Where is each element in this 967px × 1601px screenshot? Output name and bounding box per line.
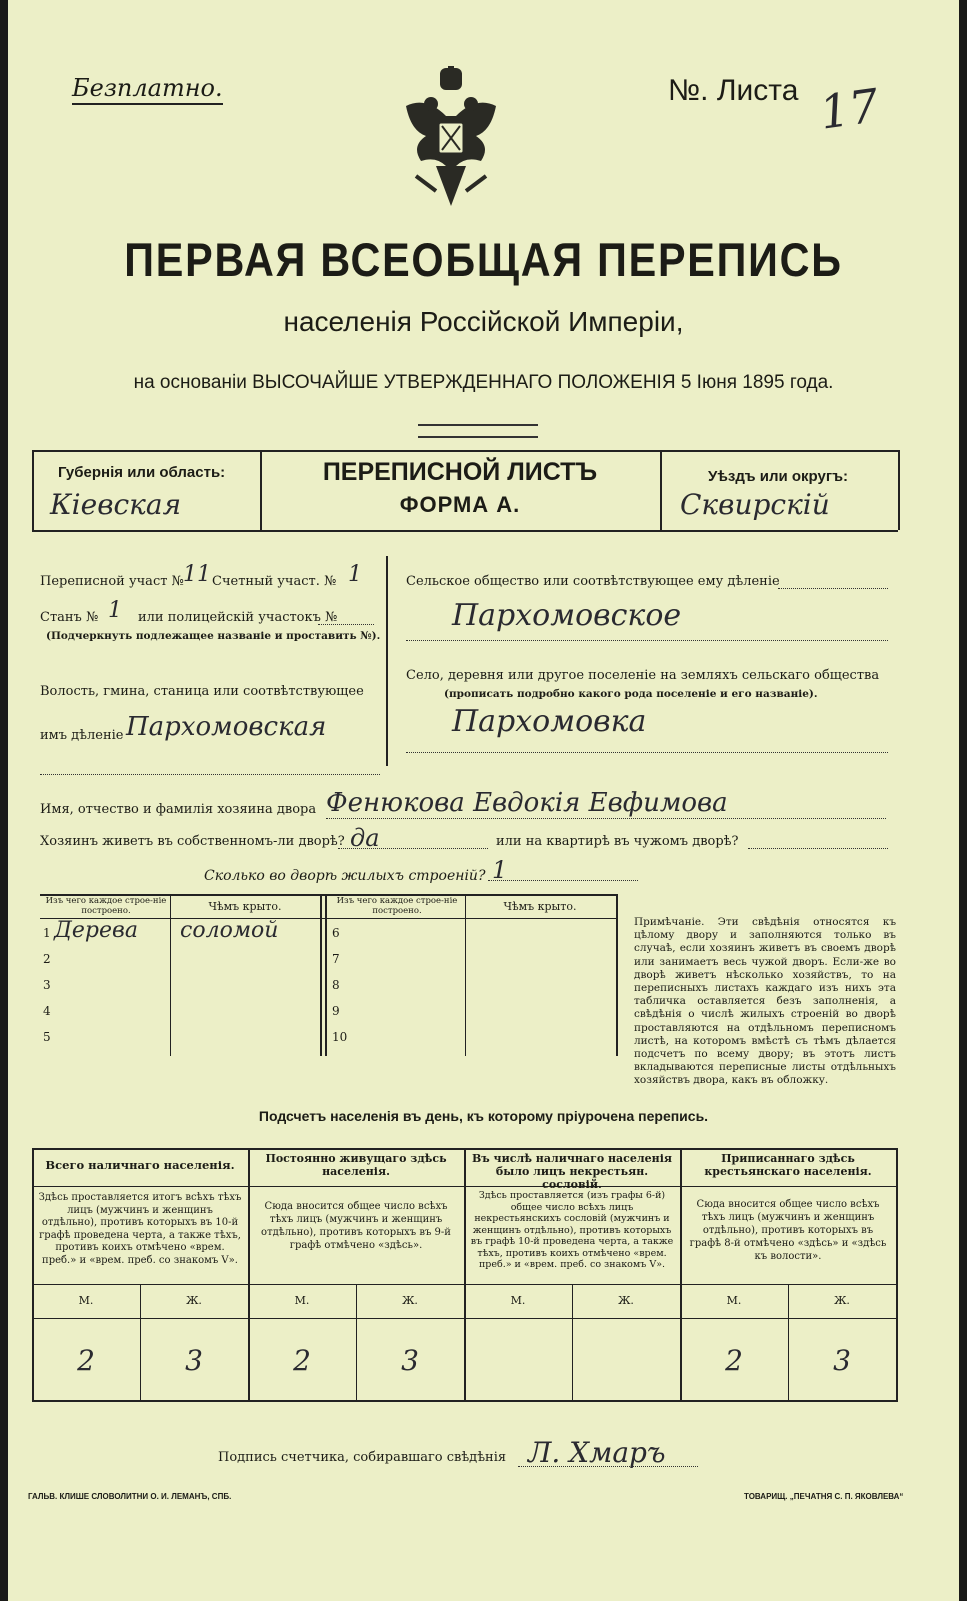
pop-col-4-desc: Сюда вносится общее число всѣхъ тѣхъ лицъ (мужчинъ и женщинъ отдѣльно), противъ которыхъ въ графѣ 8-й отмѣчено «здѣсь» и «здѣсь къ волости». [689,1199,887,1262]
province-label: Губернія или область: [58,464,226,481]
sheet-number-value: 17 [816,78,883,140]
row-number: 3 [43,978,51,992]
row-number: 4 [43,1004,51,1018]
double-headed-eagle-emblem [396,66,506,216]
pop-col-2-head: Постоянно живущаго здѣсь населенія. [265,1152,447,1178]
volost-value: Пархомовская [126,712,327,742]
col-material-header-2: Изъ чего каждое строе-ніе построено. [336,896,458,916]
owner-lives-value: да [350,824,380,852]
signature-label: Подпись счетчика, собиравшаго свѣдѣнія [218,1450,507,1465]
province-value: Кіевская [50,488,182,521]
female-label: Ж. [186,1294,202,1307]
row-number: 6 [332,926,340,940]
female-count: 3 [401,1344,419,1377]
population-table [32,1148,898,1402]
district-value: Сквирскій [680,488,830,521]
material-value: Дерева [54,918,138,943]
row-number: 9 [332,1004,340,1018]
col-roof-header: Чѣмъ крыто. [208,900,282,913]
pop-col-1-desc: Здѣсь проставляется итогъ всѣхъ тѣхъ лицъ (мужчинъ и женщинъ отдѣльно), противъ которыхъ въ 10-й графѣ проведена черта, а также тѣхъ, противъ коихъ отмѣчено «врем. преб.» и «врем. преб. со знакомъ V». [38,1192,242,1266]
row-number: 7 [332,952,340,966]
pop-col-4-head: Приписаннаго здѣсь крестьянскаго населенія. [704,1152,872,1178]
row-number: 1 [43,926,51,940]
male-label: М. [726,1294,742,1307]
free-label: Безплатно. [72,74,223,105]
census-district-value: 11 [183,562,211,587]
police-station-label: или полицейскій участокъ № [138,610,338,625]
female-label: Ж. [834,1294,850,1307]
sheet-number-label: №. Листа [668,74,799,107]
basis-line: на основаніи ВЫСОЧАЙШЕ УТВЕРЖДЕННАГО ПОЛОЖЕНІЯ 5 Іюня 1895 года. [133,372,834,393]
male-label: М. [78,1294,94,1307]
buildings-table [40,894,618,1058]
col-material-header: Изъ чего каждое строе-ніе построено. [45,896,167,916]
census-district-label: Переписной участ № [40,574,184,589]
male-count: 2 [293,1344,311,1377]
stan-value: 1 [108,598,122,623]
footer-right: ТОВАРИЩ. „ПЕЧАТНЯ С. П. ЯКОВЛЕВА“ [744,1492,904,1501]
buildings-count-value: 1 [492,856,508,884]
owner-rent-label: или на квартирѣ въ чужомъ дворѣ? [496,834,739,849]
main-title: ПЕРВАЯ ВСЕОБЩАЯ ПЕРЕПИСЬ [124,233,843,286]
row-number: 2 [43,952,51,966]
form-title: ПЕРЕПИСНОЙ ЛИСТЪ [322,458,598,486]
village-note: (прописать подробно какого рода поселеніе и его названіе). [444,688,818,700]
col-roof-header-2: Чѣмъ крыто. [503,900,577,913]
ornament-divider [418,424,538,438]
owner-name-value: Фенюкова Евдокія Евфимова [326,788,728,818]
note-paragraph: Примѣчаніе. Эти свѣдѣнія относятся къ цѣлому двору и заполняются только въ случаѣ, если хозяинъ живетъ въ своемъ дворѣ или занимаетъ весь чужой дворъ. Если-же во дворѣ живетъ нѣсколько хозяйствъ, то на переписныхъ листахъ каждаго изъ нихъ эта табличка оставляется безъ заполненія, а свѣдѣнія о числѣ жилыхъ строеній во дворѣ проставляются на отдѣльномъ переписномъ листѣ, на которомъ вмѣстѣ съ тѣмъ дѣлается подсчетъ по всему двору; въ этотъ листъ вкладываются переписные листы отдѣльныхъ хозяйствъ двора, какъ въ обложку. [634,916,896,1087]
female-label: Ж. [402,1294,418,1307]
female-count: 3 [833,1344,851,1377]
society-value: Пархомовское [452,598,682,633]
pop-col-3-desc: Здѣсь проставляется (изъ графы 6-й) общее число всѣхъ лицъ некрестьянскихъ сословій (мужчинъ и женщинъ отдѣльно), противъ которыхъ въ графѣ 10-й проведена черта, а также тѣхъ, противъ коихъ отмѣчено «врем. преб.» и «врем. преб. со знакомъ V». [470,1190,674,1270]
volost-label-2: имъ дѣленіе [40,728,124,743]
form-subtitle: ФОРМА А. [399,492,521,517]
village-label: Село, деревня или другое поселеніе на земляхъ сельскаго общества [406,668,880,683]
signature-value: Л. Хмаръ [528,1436,666,1469]
row-number: 10 [332,1030,348,1044]
society-label: Сельское общество или соотвѣтствующее ему дѣленіе [406,574,780,589]
male-count: 2 [725,1344,743,1377]
male-label: М. [510,1294,526,1307]
subtitle: населенія Россійской Имперіи, [283,306,684,337]
buildings-count-label: Сколько во дворѣ жилыхъ строеній? [204,868,486,884]
count-district-label: Счетный участ. № [212,574,337,589]
female-count: 3 [185,1344,203,1377]
male-count: 2 [77,1344,95,1377]
volost-label-1: Волость, гмина, станица или соотвѣтствующее [40,684,364,699]
row-number: 8 [332,978,340,992]
footer-left: ГАЛЬВ. КЛИШЕ СЛОВОЛИТНИ О. И. ЛЕМАНЪ, СПБ. [28,1492,232,1501]
village-value: Пархомовка [452,704,647,739]
pop-col-2-desc: Сюда вносится общее число всѣхъ тѣхъ лицъ (мужчинъ и женщинъ отдѣльно), противъ которыхъ въ 9-й графѣ отмѣчено «здѣсь». [261,1201,451,1251]
census-sheet [8,0,959,1601]
stan-note: (Подчеркнуть подлежащее названіе и проставить №). [46,630,381,642]
row-number: 5 [43,1030,51,1044]
pop-col-3-head: Въ числѣ наличнаго населенія было лицъ некрестьян. сословій. [471,1152,672,1191]
pop-col-1-head: Всего наличнаго населенія. [45,1158,235,1172]
male-label: М. [294,1294,310,1307]
owner-lives-label: Хозяинъ живетъ въ собственномъ-ли дворѣ? [40,834,345,849]
owner-name-label: Имя, отчество и фамилія хозяина двора [40,802,317,817]
roof-value: соломой [180,918,279,943]
district-label: Уѣздъ или округъ: [708,468,849,485]
female-label: Ж. [618,1294,634,1307]
population-title: Подсчетъ населенія въ день, къ которому пріурочена перепись. [258,1108,709,1124]
count-district-value: 1 [348,562,362,587]
stan-label: Станъ № [40,610,99,625]
